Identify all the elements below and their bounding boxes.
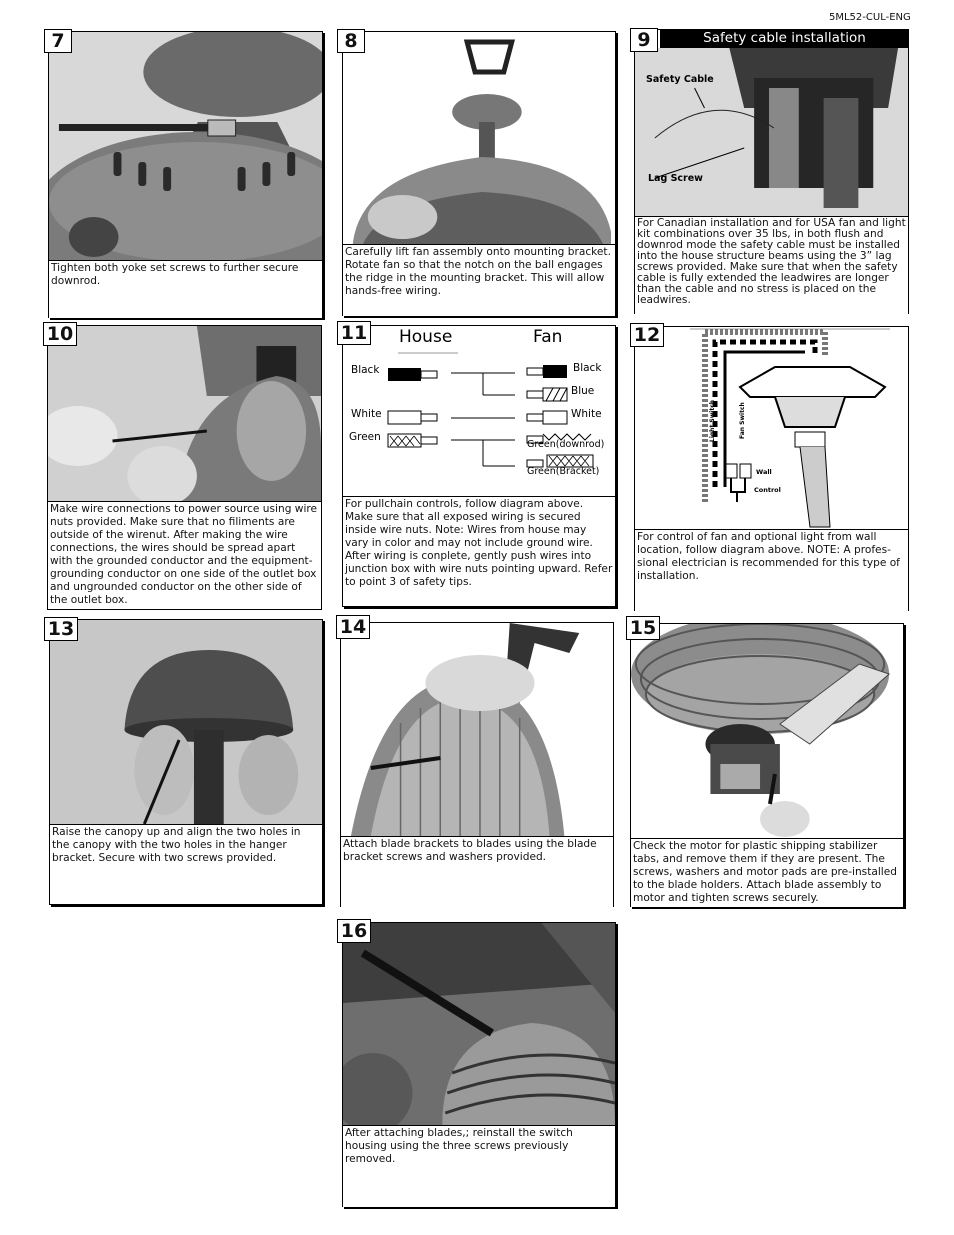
house-wire-label: White — [351, 408, 382, 420]
step-number: 11 — [337, 321, 371, 345]
step-16-panel — [342, 922, 616, 1207]
step-caption: Check the motor for plastic shipping stabilizer tabs, and remove them if they are present. The screws, washers and motor pads are pre-installed to the blade holders. Attach blade assembly to motor and tighten screws securely. — [631, 838, 903, 907]
blade-assembly-photo — [631, 624, 903, 838]
mounting-fan-photo — [343, 32, 615, 244]
switch-housing-photo — [343, 923, 615, 1125]
document-id: 5ML52-CUL-ENG — [829, 12, 911, 23]
control-label: Control — [754, 486, 781, 494]
blade-bracket-photo — [341, 623, 613, 836]
house-header: House — [399, 327, 453, 347]
step-caption: After attaching blades,; reinstall the switch housing using the three screws previously removed. — [343, 1125, 615, 1207]
step-number: 9 — [630, 28, 658, 52]
step-caption: For Canadian installation and for USA fan and light kit combinations over 35 lbs, in both flush and downrod mode the safety cable must be installed into the house structure beams using the 3” lag screws provided. Make sure that when the safety cable is fully extended the leadwires are longer than the cable and no stress is placed on the leadwires. — [635, 216, 908, 314]
step-caption: For control of fan and optional light from wall location, follow diagram above. NOTE: A profes-sional electrician is recommended for this type of installation. — [635, 529, 908, 611]
step-caption: Make wire connections to power source using wire nuts provided. Make sure that no filiments are outside of the wirenut. After making the wire connections, the wires should be spread apart with the grounded conductor and the equipment-grounding conductor on one side of the outlet box and ungrounded conductor on the other side of the outlet box. — [48, 501, 321, 609]
house-wire-label: Green — [349, 431, 381, 443]
step-caption: Raise the canopy up and align the two holes in the canopy with the two holes in the hanger bracket. Secure with two screws provided. — [50, 824, 322, 904]
house-wire-label: Black — [351, 364, 380, 376]
step-15-panel — [629, 617, 904, 907]
wire-connection-photo — [48, 326, 321, 501]
step-number: 8 — [337, 29, 365, 53]
step-caption: Carefully lift fan assembly onto mounting bracket. Rotate fan so that the notch on the ball engages the ridge in the mounting bracket. This will allow hands-free wiring. — [343, 244, 615, 316]
step-number: 15 — [626, 616, 660, 640]
step-11-panel — [340, 322, 616, 607]
step-13-panel — [49, 619, 323, 905]
step-number: 7 — [44, 29, 72, 53]
fan-wire-label: Black — [573, 362, 602, 374]
wall-label: Wall — [756, 468, 772, 476]
step-10-panel — [47, 325, 322, 610]
step-7-panel — [48, 31, 323, 318]
canopy-photo — [50, 620, 322, 824]
light-switch-label: Light Switch — [709, 399, 716, 442]
fan-wire-label: Blue — [571, 385, 595, 397]
fan-wire-label: Green(downrod) — [527, 439, 605, 450]
step-9-panel — [634, 29, 909, 314]
safety-cable-label: Safety Cable — [646, 74, 714, 85]
step-caption: Attach blade brackets to blades using the blade bracket screws and washers provided. — [341, 836, 613, 907]
step-caption: For pullchain controls, follow diagram above. Make sure that all exposed wiring is secured inside wire nuts. Note: Wires from house may vary in color and may not include ground wire. After wiring is conplete, gently push wires into junction box with wire nuts pointing upward. Refer to point 3 of safety tips. — [343, 496, 615, 606]
step-number: 10 — [43, 322, 77, 346]
step-number: 12 — [630, 323, 664, 347]
step-number: 16 — [337, 919, 371, 943]
step-12-panel — [634, 326, 909, 611]
fan-wire-label: Green(Bracket) — [527, 466, 600, 477]
lag-screw-label: Lag Screw — [648, 173, 703, 184]
fan-switch-label: Fan Switch — [739, 402, 746, 439]
fan-header: Fan — [533, 327, 563, 347]
step-14-panel — [339, 616, 614, 907]
step-8-panel — [342, 31, 616, 316]
step-number: 13 — [44, 617, 78, 641]
fan-wire-label: White — [571, 408, 602, 420]
yoke-screw-photo — [49, 32, 322, 260]
step-number: 14 — [336, 615, 370, 639]
step-title: Safety cable installation — [660, 30, 909, 48]
step-caption: Tighten both yoke set screws to further secure downrod. — [49, 260, 322, 318]
wall-control-diagram — [635, 327, 910, 529]
